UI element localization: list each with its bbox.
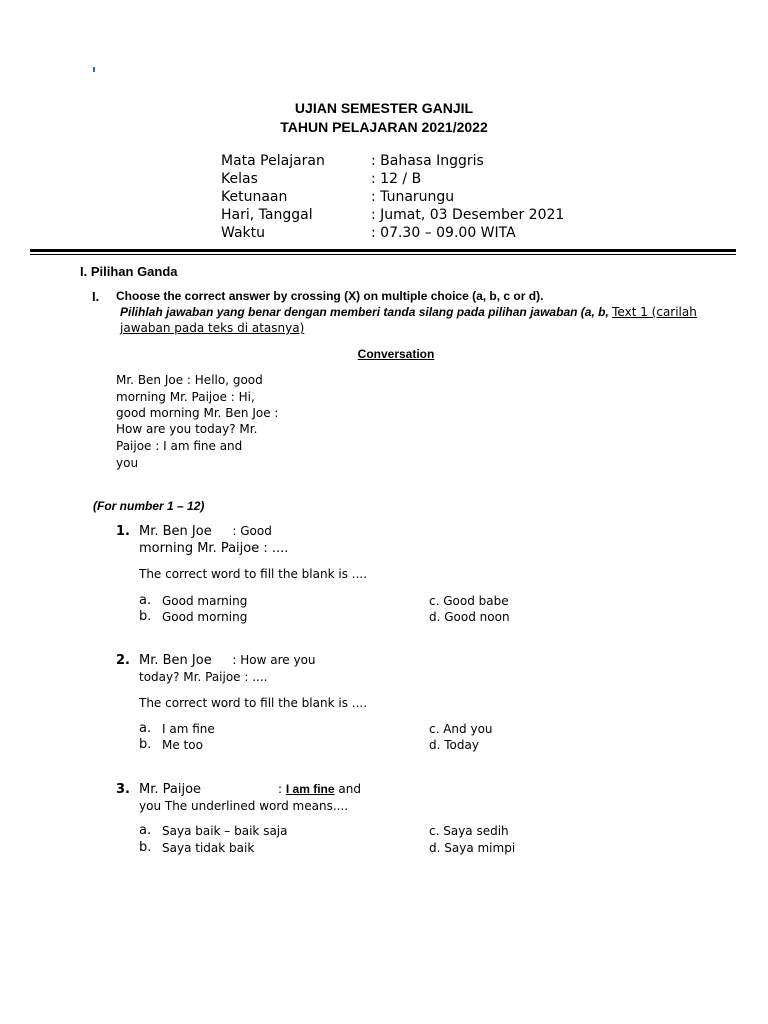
conversation-title: Conversation (357, 347, 435, 361)
instruction-indonesian-line2: jawaban pada teks di atasnya) (120, 321, 305, 335)
question-2-option-c[interactable]: c. And you (429, 722, 493, 736)
question-2-speaker (139, 653, 316, 668)
info-label-disability: Ketunaan (221, 189, 288, 205)
info-value-class: : 12 / B (371, 171, 422, 187)
question-1-prompt: The correct word to fill the blank is .... (139, 567, 368, 581)
question-3-option-d[interactable]: d. Saya mimpi (429, 841, 516, 855)
option-letter: b. (139, 840, 152, 855)
question-2-option-a[interactable]: I am fine (162, 722, 215, 736)
exam-title: UJIAN SEMESTER GANJIL (294, 100, 474, 116)
speaker-rest: and (338, 782, 361, 796)
question-1-line2: morning Mr. Paijoe : .... (139, 541, 289, 556)
dialog-line: you (116, 456, 139, 470)
instruction-english: Choose the correct answer by crossing (X) on multiple choice (a, b, c or d). (116, 289, 544, 303)
question-1-option-b[interactable]: Good morning (162, 610, 248, 624)
underlined-phrase: I am fine (285, 782, 335, 796)
instruction-indonesian-text: Pilihlah jawaban yang benar dengan memberi tanda silang pada pilihan jawaban (a, b, (120, 305, 609, 319)
info-label-subject: Mata Pelajaran (221, 153, 325, 169)
question-1-option-a[interactable]: Good marning (162, 594, 248, 608)
school-year-title: TAHUN PELAJARAN 2021/2022 (280, 119, 488, 135)
speaker-name: Mr. Ben Joe (139, 653, 212, 668)
question-2-prompt: The correct word to fill the blank is .... (139, 696, 368, 710)
dialog-line: morning Mr. Paijoe : Hi, (116, 390, 255, 404)
blue-mark (93, 67, 95, 72)
dialog-line: How are you today? Mr. (116, 422, 258, 436)
speaker-line: : Good (232, 524, 272, 538)
question-3-speaker-name: Mr. Paijoe (139, 782, 202, 797)
question-1-speaker (139, 524, 272, 539)
question-3-option-c[interactable]: c. Saya sedih (429, 824, 509, 838)
info-value-time: : 07.30 – 09.00 WITA (371, 225, 516, 241)
dialog-line: Mr. Ben Joe : Hello, good (116, 373, 263, 387)
section-heading: I. Pilihan Ganda (80, 264, 178, 279)
info-value-subject: : Bahasa Inggris (371, 153, 484, 169)
info-label-date: Hari, Tanggal (221, 207, 313, 223)
question-1-number: 1. (116, 524, 130, 539)
header-divider-thick (30, 249, 736, 252)
speaker-line: : How are you (232, 653, 316, 667)
question-1-option-c[interactable]: c. Good babe (429, 594, 509, 608)
dialog-line: Paijoe : I am fine and (116, 439, 243, 453)
question-3-number: 3. (116, 782, 130, 797)
question-3-speaker-line (278, 782, 361, 796)
question-3-line2: you The underlined word means.... (139, 799, 349, 813)
info-label-class: Kelas (221, 171, 258, 187)
info-label-time: Waktu (221, 225, 265, 241)
option-letter: a. (139, 823, 152, 838)
question-1-option-d[interactable]: d. Good noon (429, 610, 510, 624)
option-letter: b. (139, 737, 152, 752)
option-letter: b. (139, 609, 152, 624)
option-letter: a. (139, 593, 152, 608)
instruction-number: I. (92, 289, 100, 304)
speaker-colon: : (278, 782, 283, 796)
instruction-text-reference: Text 1 (carilah (612, 305, 697, 319)
question-2-option-b[interactable]: Me too (162, 738, 203, 752)
question-2-line2: today? Mr. Paijoe : .... (139, 670, 268, 684)
question-3-option-b[interactable]: Saya tidak baik (162, 841, 255, 855)
question-3-option-a[interactable]: Saya baik – baik saja (162, 824, 288, 838)
speaker-name: Mr. Ben Joe (139, 524, 212, 539)
instruction-indonesian (120, 305, 697, 319)
option-letter: a. (139, 721, 152, 736)
question-2-number: 2. (116, 653, 130, 668)
header-divider-thin (30, 254, 736, 255)
info-value-date: : Jumat, 03 Desember 2021 (371, 207, 565, 223)
question-range-note: (For number 1 – 12) (93, 499, 205, 513)
info-value-disability: : Tunarungu (371, 189, 455, 205)
dialog-line: good morning Mr. Ben Joe : (116, 406, 279, 420)
question-2-option-d[interactable]: d. Today (429, 738, 479, 752)
